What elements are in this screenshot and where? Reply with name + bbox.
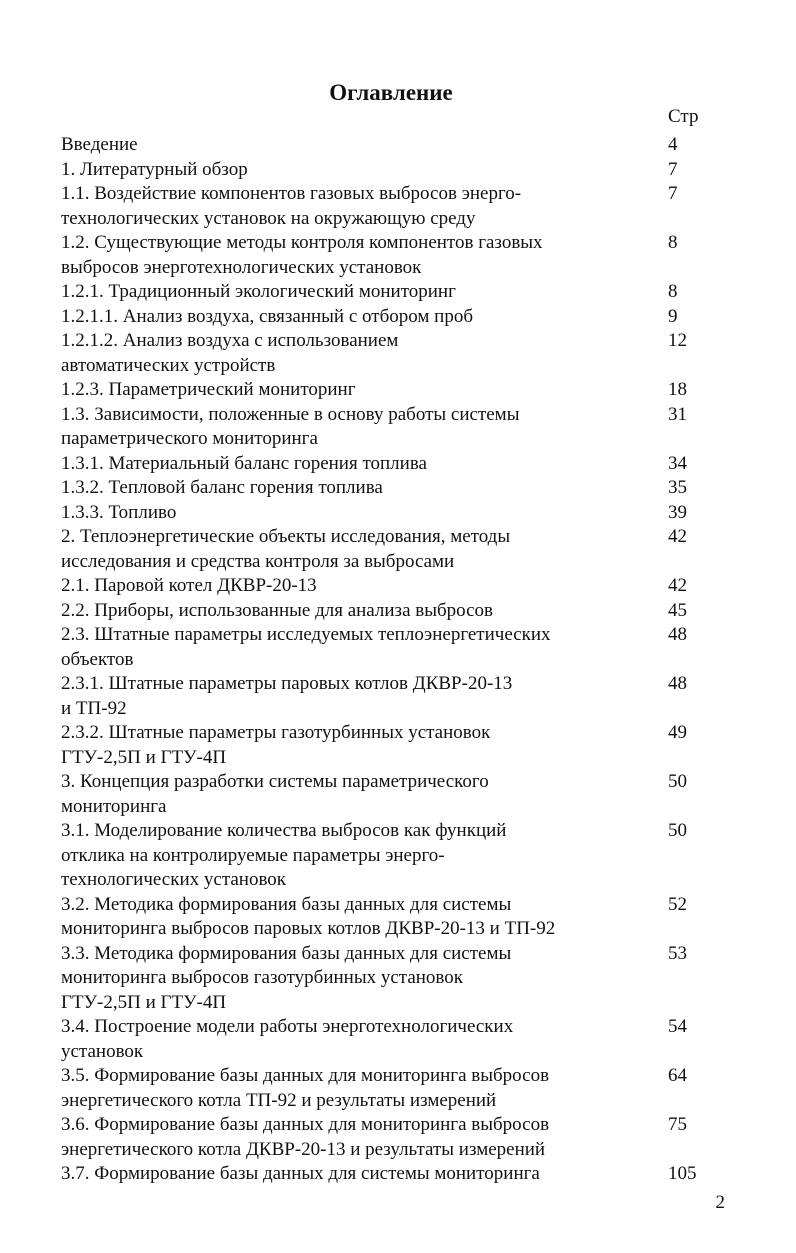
toc-entry-page: 12 <box>668 330 687 351</box>
toc-entry-title <box>61 403 668 452</box>
toc-entry-line: ГТУ-2,5П и ГТУ-4П <box>61 991 227 1013</box>
toc-entry <box>61 770 721 819</box>
toc-entry <box>61 305 721 330</box>
toc-entry-line: мониторинга выбросов паровых котлов ДКВР-20-13 и ТП-92 <box>61 918 556 939</box>
toc-entry-line: 1.2.1.2. Анализ воздуха с использованием <box>61 330 399 351</box>
toc-entry-page: 45 <box>668 599 687 621</box>
toc-entry <box>61 231 721 280</box>
toc-entry-page: 105 <box>668 1163 697 1184</box>
toc-entry-title <box>61 231 668 280</box>
toc-entry-line: параметрического мониторинга <box>61 428 318 449</box>
toc-entry <box>61 403 721 452</box>
toc-entry <box>61 1064 721 1113</box>
toc-entry-line: ГТУ-2,5П и ГТУ-4П <box>61 746 227 768</box>
toc-entry <box>61 1113 721 1162</box>
toc-entry <box>61 599 721 624</box>
toc-entry-title <box>61 770 668 819</box>
toc-entry-line: 1.2. Существующие методы контроля компонентов газовых <box>61 232 543 253</box>
toc-entry <box>61 280 721 305</box>
toc-entry-title <box>61 305 668 330</box>
toc-entry <box>61 378 721 403</box>
toc-entry <box>61 452 721 477</box>
toc-entry <box>61 1162 721 1187</box>
toc-entry-title <box>61 378 668 403</box>
toc-entry-line: автоматических устройств <box>61 354 276 376</box>
toc-entry <box>61 942 721 1016</box>
toc-entry-page: 42 <box>668 526 687 547</box>
toc-entry-page: 7 <box>668 158 678 180</box>
toc-entry-line: 1.1. Воздействие компонентов газовых выбросов энерго- <box>61 183 522 204</box>
toc-entry-title <box>61 158 668 183</box>
toc-entry-title <box>61 1113 668 1162</box>
toc-entry-title <box>61 942 668 1016</box>
toc-entry-line: технологических установок <box>61 869 287 890</box>
toc-entry <box>61 623 721 672</box>
toc-entry-title <box>61 1162 668 1187</box>
toc-entry-line: 3.4. Построение модели работы энерготехнологических <box>61 1016 514 1037</box>
toc-entry-line: 2.3. Штатные параметры исследуемых теплоэнергетических <box>61 624 551 645</box>
toc-entry-title <box>61 182 668 231</box>
toc-entry <box>61 574 721 599</box>
toc-entry-line: 3.1. Моделирование количества выбросов как функций <box>61 820 507 841</box>
toc-entry <box>61 721 721 770</box>
toc-entry-title <box>61 476 668 501</box>
page-number: 2 <box>715 1192 725 1213</box>
toc-entry-page: 75 <box>668 1114 687 1135</box>
toc-entry-page: 52 <box>668 893 687 915</box>
toc-entry-line: энергетического котла ТП-92 и результаты измерений <box>61 1089 497 1111</box>
toc-entry-line: 3.5. Формирование базы данных для мониторинга выбросов <box>61 1065 550 1086</box>
toc-entry-title <box>61 329 668 378</box>
table-of-contents <box>61 133 721 1187</box>
toc-entry-page: 48 <box>668 673 687 694</box>
toc-entry-page: 50 <box>668 820 687 841</box>
toc-entry <box>61 1015 721 1064</box>
toc-entry-line: установок <box>61 1040 144 1062</box>
toc-entry <box>61 819 721 893</box>
toc-entry-line: мониторинга выбросов газотурбинных установок <box>61 967 464 988</box>
toc-entry <box>61 525 721 574</box>
toc-entry-title <box>61 672 668 721</box>
toc-entry-line: и ТП-92 <box>61 697 127 719</box>
toc-entry-page: 50 <box>668 771 687 792</box>
toc-entry-page: 42 <box>668 575 687 596</box>
toc-entry <box>61 133 721 158</box>
toc-entry-title <box>61 893 668 942</box>
toc-entry-line: мониторинга <box>61 795 167 817</box>
toc-entry-line: 1.2.1.1. Анализ воздуха, связанный с отбором проб <box>61 305 473 327</box>
toc-entry-title <box>61 721 668 770</box>
toc-entry-line: 2.2. Приборы, использованные для анализа выбросов <box>61 599 494 621</box>
toc-entry-line: 1.2.3. Параметрический мониторинг <box>61 379 356 400</box>
toc-entry <box>61 182 721 231</box>
toc-entry-page: 54 <box>668 1016 687 1037</box>
toc-entry <box>61 501 721 526</box>
toc-entry-title <box>61 133 668 158</box>
toc-entry-line: 1.3.1. Материальный баланс горения топлива <box>61 452 427 474</box>
toc-entry-page: 64 <box>668 1065 687 1086</box>
toc-entry-line: исследования и средства контроля за выбросами <box>61 550 455 572</box>
toc-entry-line: 1. Литературный обзор <box>61 158 248 180</box>
toc-entry-title <box>61 574 668 599</box>
toc-entry-line: 2. Теплоэнергетические объекты исследования, методы <box>61 526 511 547</box>
toc-entry-page: 4 <box>668 134 678 155</box>
toc-entry-page: 35 <box>668 477 687 498</box>
toc-entry-line: объектов <box>61 648 134 670</box>
toc-entry-line: 3.3. Методика формирования базы данных для системы <box>61 942 512 964</box>
toc-entry-line: Введение <box>61 134 138 155</box>
toc-entry-page: 7 <box>668 183 678 204</box>
toc-entry <box>61 672 721 721</box>
toc-entry-title <box>61 452 668 477</box>
toc-entry-line: 3.6. Формирование базы данных для мониторинга выбросов <box>61 1114 550 1135</box>
toc-entry-title <box>61 501 668 526</box>
toc-entry-page: 18 <box>668 379 687 400</box>
toc-entry-title <box>61 525 668 574</box>
toc-entry-page: 8 <box>668 281 678 302</box>
toc-entry-line: 2.1. Паровой котел ДКВР-20-13 <box>61 575 317 596</box>
toc-entry-page: 48 <box>668 624 687 645</box>
toc-entry-page: 34 <box>668 452 687 474</box>
toc-entry-page: 53 <box>668 942 687 964</box>
page-title: Оглавление <box>329 80 453 105</box>
toc-entry-page: 8 <box>668 232 678 253</box>
toc-entry-title <box>61 280 668 305</box>
toc-entry-line: технологических установок на окружающую среду <box>61 207 476 229</box>
toc-entry-line: 3.7. Формирование базы данных для системы мониторинга <box>61 1163 540 1184</box>
toc-entry <box>61 158 721 183</box>
toc-entry <box>61 893 721 942</box>
toc-entry-title <box>61 1064 668 1113</box>
toc-entry-line: 3. Концепция разработки системы параметрического <box>61 771 489 792</box>
toc-entry-page: 31 <box>668 403 687 425</box>
toc-entry-line: 1.2.1. Традиционный экологический мониторинг <box>61 281 456 302</box>
toc-entry <box>61 476 721 501</box>
toc-entry-line: 1.3.2. Тепловой баланс горения топлива <box>61 477 383 498</box>
toc-entry-line: 2.3.1. Штатные параметры паровых котлов ДКВР-20-13 <box>61 673 513 694</box>
toc-entry-title <box>61 1015 668 1064</box>
toc-entry-page: 9 <box>668 305 678 327</box>
toc-entry <box>61 329 721 378</box>
toc-entry-line: 3.2. Методика формирования базы данных для системы <box>61 893 512 915</box>
toc-entry-line: выбросов энерготехнологических установок <box>61 256 422 278</box>
toc-entry-title <box>61 819 668 893</box>
toc-entry-line: 1.3.3. Топливо <box>61 501 177 523</box>
toc-entry-line: 1.3. Зависимости, положенные в основу работы системы <box>61 403 520 425</box>
toc-entry-page: 49 <box>668 722 687 743</box>
toc-entry-page: 39 <box>668 501 687 523</box>
toc-entry-title <box>61 599 668 624</box>
page-column-header: Стр <box>668 106 699 127</box>
toc-entry-line: энергетического котла ДКВР-20-13 и результаты измерений <box>61 1138 546 1160</box>
toc-entry-title <box>61 623 668 672</box>
toc-entry-line: отклика на контролируемые параметры энерго- <box>61 844 445 866</box>
toc-entry-line: 2.3.2. Штатные параметры газотурбинных установок <box>61 722 491 743</box>
